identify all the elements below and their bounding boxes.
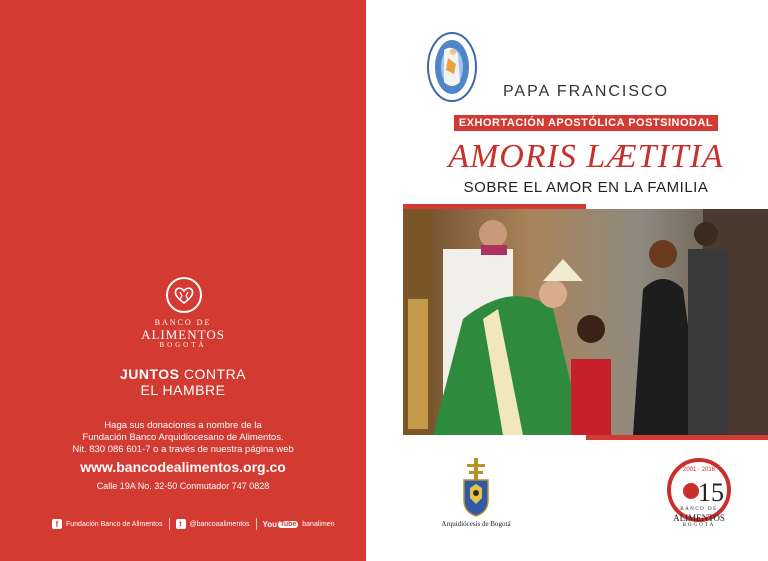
anniversary-number: 15 bbox=[698, 478, 724, 507]
pope-blessing-photo bbox=[403, 209, 768, 435]
address-text: Calle 19A No. 32-50 Conmutador 747 0828 bbox=[96, 481, 270, 491]
divider bbox=[256, 518, 257, 530]
slogan-rest: CONTRA bbox=[179, 366, 247, 382]
back-cover bbox=[0, 0, 366, 561]
document-title: AMORIS LÆTITIA bbox=[448, 138, 724, 175]
accent-bar-bottom bbox=[586, 435, 768, 440]
anniversary-text-line2: ALIMENTOS bbox=[673, 513, 725, 523]
document-subtitle: SOBRE EL AMOR EN LA FAMILIA bbox=[463, 179, 709, 196]
divider bbox=[169, 518, 170, 530]
donation-text-line1: Haga sus donaciones a nombre de la bbox=[104, 420, 262, 431]
slogan-line2: EL HAMBRE bbox=[140, 382, 226, 398]
donation-text-line3: Nit. 830 086 601-7 o a través de nuestra página web bbox=[72, 444, 294, 455]
slogan-bold: JUNTOS bbox=[119, 366, 180, 382]
twitter-label: @bancoaalimentos bbox=[189, 520, 250, 528]
heart-hands-icon bbox=[171, 282, 197, 308]
youtube-label: banalimen bbox=[302, 520, 335, 528]
twitter-icon: t bbox=[176, 519, 186, 529]
slogan-line1 bbox=[0, 366, 366, 382]
donation-text-line2: Fundación Banco Arquidiocesano de Alimentos. bbox=[82, 432, 284, 443]
archdiocese-label: Arquidiócesis de Bogotá bbox=[441, 520, 511, 528]
anniversary-text-line3: BOGOTÁ bbox=[682, 523, 716, 528]
archdiocese-coat-of-arms-icon bbox=[459, 458, 493, 518]
facebook-link[interactable] bbox=[52, 519, 163, 529]
author-name: PAPA FRANCISCO bbox=[502, 83, 670, 100]
website-link[interactable]: www.bancodealimentos.org.co bbox=[80, 459, 286, 475]
heart-hands-icon bbox=[683, 483, 699, 499]
bank-name-line1: BANCO DE bbox=[154, 318, 212, 327]
youtube-box-icon: Tube bbox=[280, 520, 297, 528]
facebook-icon: f bbox=[52, 519, 62, 529]
social-links bbox=[52, 518, 335, 530]
bank-name-line2: ALIMENTOS bbox=[141, 327, 225, 342]
twitter-link[interactable] bbox=[176, 519, 250, 529]
youtube-link[interactable] bbox=[263, 520, 335, 529]
anniversary-years: 2001 · 2016 bbox=[682, 467, 716, 473]
bank-name-line3: BOGOTÁ bbox=[159, 341, 207, 349]
exhortation-label: EXHORTACIÓN APOSTÓLICA POSTSINODAL bbox=[458, 117, 714, 129]
cover-photo bbox=[403, 209, 768, 435]
anniversary-text-line1: BANCO DE bbox=[680, 507, 718, 512]
food-bank-logo bbox=[166, 277, 202, 313]
youtube-icon: You bbox=[262, 519, 278, 529]
facebook-label: Fundación Banco de Alimentos bbox=[66, 520, 163, 528]
